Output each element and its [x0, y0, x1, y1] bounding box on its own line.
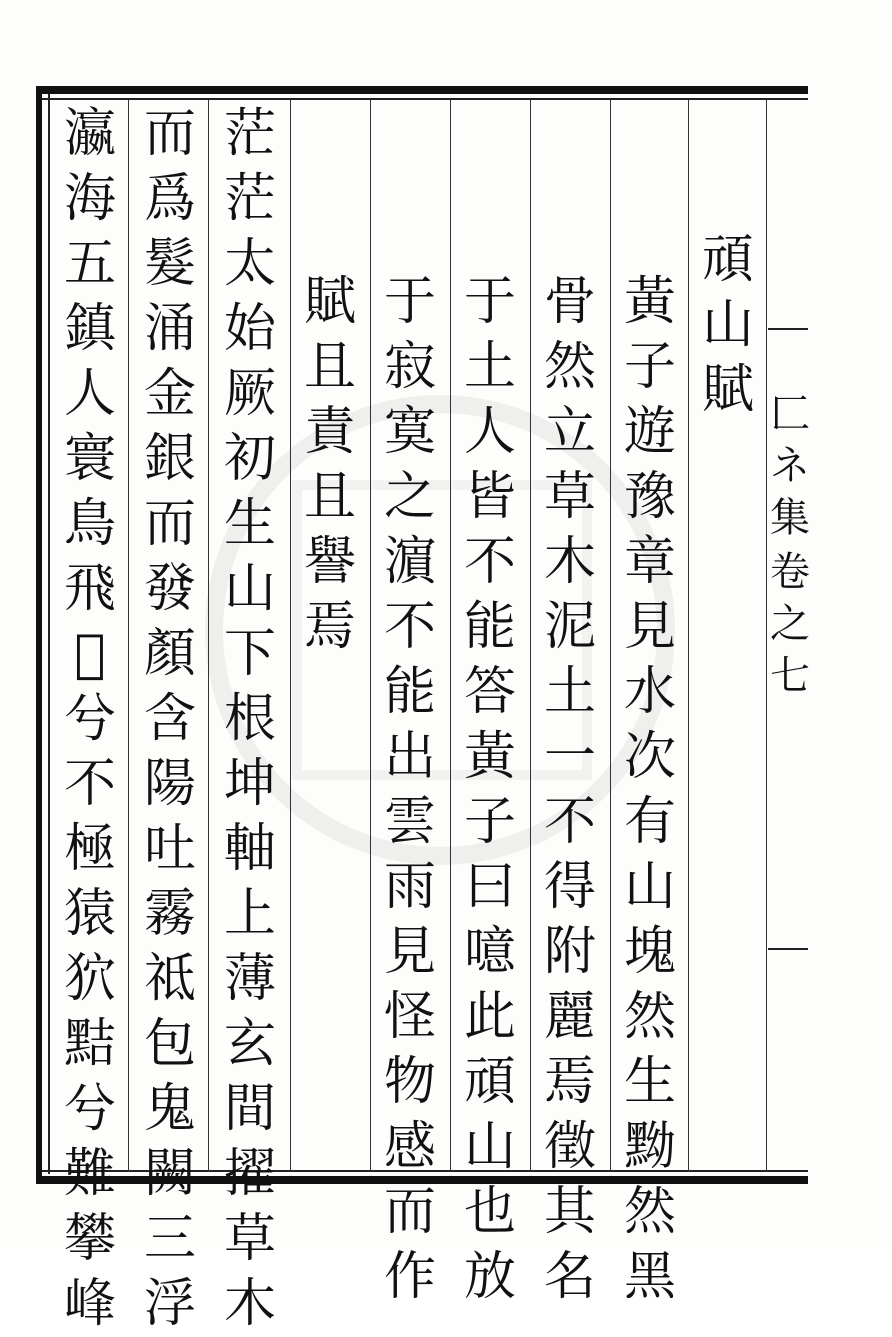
fold-book-title [768, 388, 812, 544]
text-column-2: 黃子遊豫章見水次有山塊然生黝然黑 [623, 272, 676, 1307]
fold-title-glyph: ネ [770, 443, 810, 489]
text-column-4: 于土人皆不能答黃子曰噫此頑山也放 [463, 272, 516, 1307]
text-column-6: 賦且責且譽焉 [303, 272, 356, 657]
frame-top-inner-border [38, 98, 808, 100]
column-rule [208, 100, 209, 1172]
text-column-9: 瀛海五鎮人寰鳥飛𪅊兮不極猿狖黠兮難攀峰 [63, 104, 116, 1334]
text-column-5: 于寂寞之濵不能出雲雨見怪物感而作 [383, 272, 436, 1307]
text-column-3: 骨然立草木泥土一不得附麗焉徵其名 [543, 272, 596, 1307]
fold-title-glyph: 匚 [770, 391, 810, 437]
fold-fishtail-mark-top [768, 328, 808, 330]
frame-left-border [36, 86, 42, 1184]
text-column-title: 頑山賦 [701, 230, 754, 420]
text-column-8: 而爲髮涌金銀而發顏含陽吐霧祗包鬼闕三浮 [143, 104, 196, 1334]
fold-title-glyph: 集 [770, 495, 810, 541]
column-rule [688, 100, 689, 1172]
fold-volume-label: 卷之七 [770, 549, 810, 699]
fold-fishtail-mark-bottom [768, 948, 808, 950]
column-rule [370, 100, 371, 1172]
column-rule [610, 100, 611, 1172]
fold-edge-rule [766, 100, 767, 1172]
column-rule [450, 100, 451, 1172]
column-rule [290, 100, 291, 1172]
column-rule [128, 100, 129, 1172]
text-column-7: 茫茫太始厥初生山下根坤軸上薄玄間擢草木 [223, 104, 276, 1334]
frame-top-border [38, 86, 808, 94]
frame-left-inner-border [48, 94, 50, 1174]
column-rule [530, 100, 531, 1172]
